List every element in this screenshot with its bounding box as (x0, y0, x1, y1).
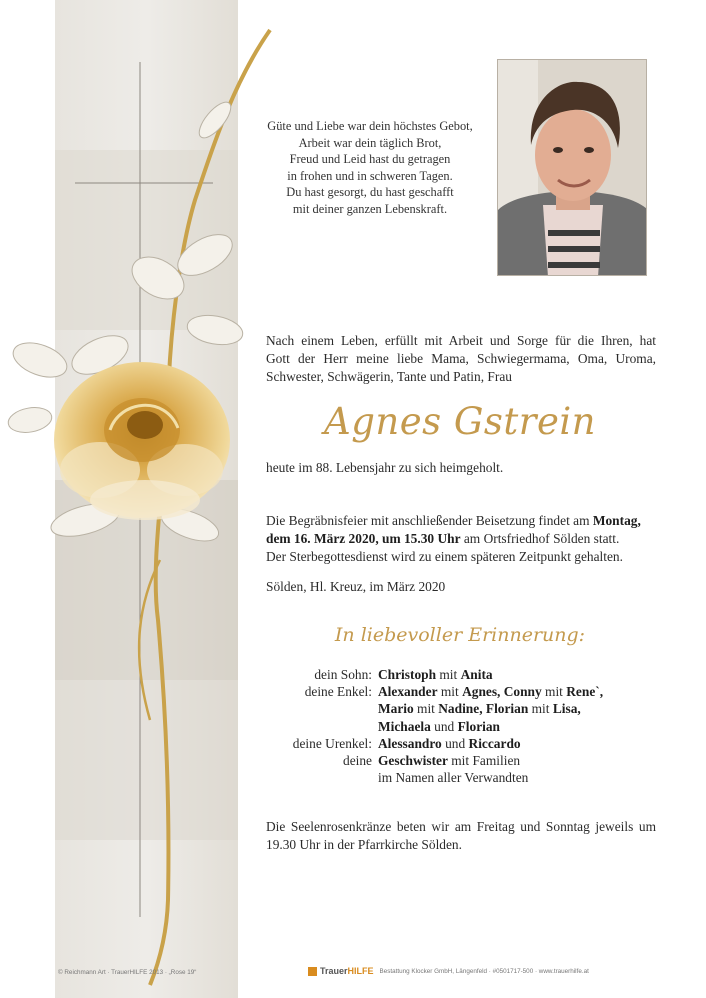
relation-label: deine Enkel: (304, 684, 372, 700)
relation-names (378, 700, 666, 717)
poem-line: mit deiner ganzen Lebenskraft. (292, 201, 448, 216)
survivors-list (266, 666, 666, 786)
survivor-row (266, 700, 666, 717)
poem-line: Freud und Leid hast du getragen (289, 152, 451, 167)
brand-logo (308, 966, 374, 976)
person-name: Rene`, (566, 684, 604, 700)
deceased-name: Agnes Gstrein (323, 400, 597, 443)
connector: mit (436, 667, 461, 682)
survivor-row (266, 666, 666, 683)
funeral-line (266, 512, 656, 530)
funeral-text: Die Begräbnisfeier mit anschließender Beisetzung findet am (266, 513, 593, 528)
person-name: Alexander (378, 684, 438, 700)
survivor-row (266, 752, 666, 769)
rosary-paragraph (266, 818, 656, 854)
relation-names (378, 683, 666, 700)
poem-line: Arbeit war dein täglich Brot, (298, 135, 442, 150)
rosary-line: Die Seelenrosenkränze beten wir am Freitag und Sonntag jeweils um (266, 819, 656, 834)
person-name: Florian (457, 718, 500, 734)
relation-label: deine (343, 753, 372, 769)
connector: mit (413, 701, 439, 717)
connector: mit (541, 684, 567, 700)
relation-label: deine Urenkel: (292, 735, 372, 751)
survivor-row (266, 718, 666, 735)
connector: mit (528, 701, 553, 717)
intro-line: Gott der Herr meine liebe Mama, Schwiegermama, Oma, Uroma, (266, 351, 656, 366)
relation-names (378, 666, 666, 683)
person-name: Geschwister (378, 753, 448, 769)
survivor-row (266, 769, 666, 786)
logo-icon (308, 967, 317, 976)
brand-part: Trauer (320, 966, 348, 976)
funeral-day: Montag, (592, 513, 641, 528)
person-name: Riccardo (468, 735, 521, 751)
place-date (266, 578, 656, 596)
relation-names (378, 735, 666, 752)
funeral-paragraph (266, 512, 656, 566)
intro-line: Schwester, Schwägerin, Tante und Patin, Frau (266, 369, 512, 384)
funeral-text: am Ortsfriedhof Sölden statt. (460, 531, 620, 546)
intro-line: Nach einem Leben, erfüllt mit Arbeit und Sorge für die Ihren, hat (266, 333, 656, 348)
relation-names (378, 752, 666, 769)
person-name: Anita (460, 667, 493, 682)
person-name: Nadine, Florian (438, 701, 529, 717)
funeral-line: Der Sterbegottesdienst wird zu einem späteren Zeitpunkt gehalten. (266, 549, 623, 564)
relation-names: im Namen aller Verwandten (378, 770, 529, 786)
brand-part-highlight: HILFE (347, 966, 374, 976)
connector: und (430, 718, 458, 734)
relation-label: dein Sohn: (314, 667, 372, 682)
relation-label-empty (266, 700, 378, 717)
relation-names (378, 718, 666, 735)
relation-label-empty (266, 769, 378, 786)
person-name: Lisa, (552, 701, 581, 717)
rosary-line: 19.30 Uhr in der Pfarrkirche Sölden. (266, 837, 462, 852)
survivor-row (266, 683, 666, 700)
age-line (266, 459, 656, 477)
survivor-row (266, 735, 666, 752)
funeral-line (266, 530, 656, 548)
connector: und (441, 735, 469, 751)
relation-label-empty (266, 718, 378, 735)
place-date-text: Sölden, Hl. Kreuz, im März 2020 (266, 579, 446, 594)
poem-line: in frohen und in schweren Tagen. (287, 168, 453, 183)
poem (255, 118, 485, 218)
portrait-photo (497, 59, 647, 276)
footer-credit: © Reichmann Art · TrauerHILFE 2013 · „Rose 19“ (58, 969, 197, 976)
connector: mit Familien (447, 753, 521, 769)
person-name: Alessandro (378, 735, 442, 751)
poem-line: Güte und Liebe war dein höchstes Gebot, (267, 119, 473, 133)
connector: mit (437, 684, 463, 700)
person-name: Mario (378, 701, 414, 717)
person-name: Christoph (378, 667, 437, 682)
intro-paragraph (266, 332, 656, 386)
funeral-datetime: dem 16. März 2020, um 15.30 Uhr (266, 531, 461, 546)
age-text: heute im 88. Lebensjahr zu sich heimgeholt. (266, 460, 504, 475)
footer-contact: Bestattung Klocker GmbH, Längenfeld · #0501717-500 · www.trauerhilfe.at (379, 967, 589, 975)
person-name: Agnes, Conny (462, 684, 542, 700)
memory-heading: In liebevoller Erinnerung: (334, 624, 586, 646)
footer-brand (308, 966, 589, 976)
person-name: Michaela (378, 718, 431, 734)
poem-line: Du hast gesorgt, du hast geschafft (286, 185, 454, 200)
